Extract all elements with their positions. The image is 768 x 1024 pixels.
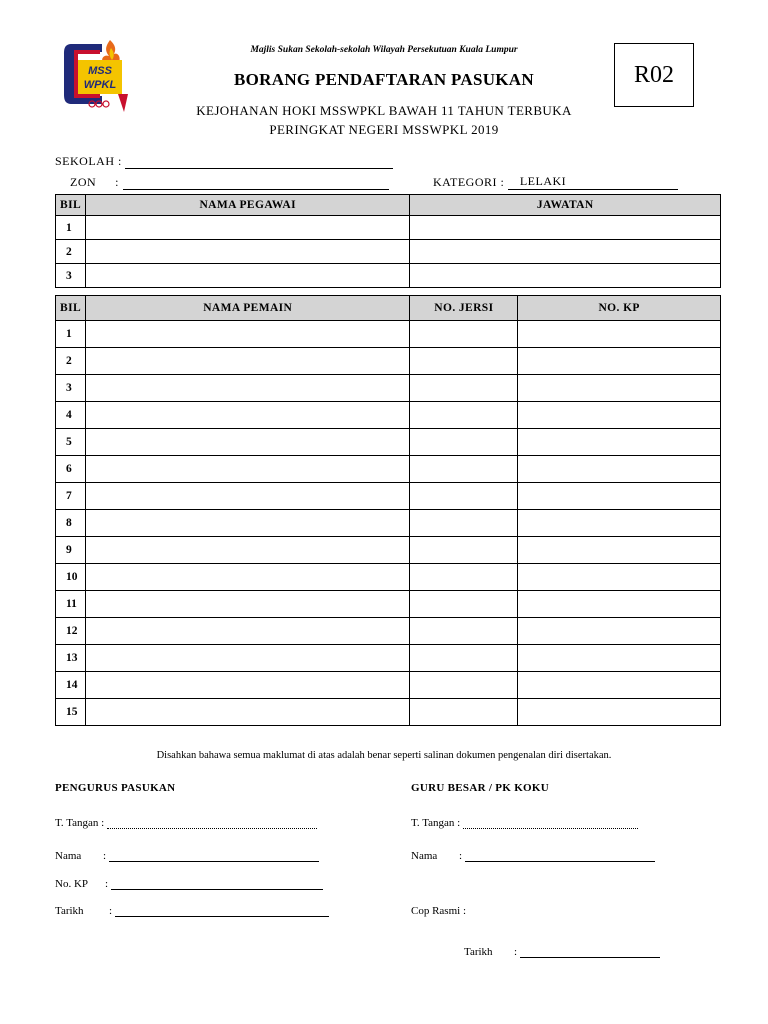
table-row [56,375,721,402]
manager-signature-label: T. Tangan : [55,817,105,829]
player-row-number: 5 [56,429,86,456]
event-level: PERINGKAT NEGERI MSSWPKL 2019 [269,122,499,137]
player-jersey-cell[interactable] [410,321,518,348]
headmaster-name-colon: : [459,850,463,862]
player-kp-cell[interactable] [518,564,721,591]
table-row [56,591,721,618]
player-jersey-cell[interactable] [410,645,518,672]
player-kp-cell[interactable] [518,537,721,564]
players-header-bil: BIL [56,296,86,321]
player-jersey-cell[interactable] [410,591,518,618]
player-kp-cell[interactable] [518,483,721,510]
official-row-number: 2 [56,240,86,264]
player-kp-cell[interactable] [518,699,721,726]
manager-signature-row [55,817,317,829]
headmaster-signature-row [411,817,638,829]
table-row [56,264,721,288]
table-row [56,483,721,510]
official-name-cell[interactable] [85,216,409,240]
form-title: BORANG PENDAFTARAN PASUKAN [234,70,534,89]
officials-header-bil: BIL [56,195,86,216]
organization-name: Majlis Sukan Sekolah-sekolah Wilayah Persekutuan Kuala Lumpur [250,45,518,55]
officials-header-nama-pegawai: NAMA PEGAWAI [85,195,409,216]
player-name-cell[interactable] [85,456,409,483]
manager-kp-label: No. KP [55,878,89,890]
headmaster-date-row [464,946,660,958]
table-row [56,699,721,726]
player-name-cell[interactable] [85,375,409,402]
player-kp-cell[interactable] [518,375,721,402]
sekolah-label: SEKOLAH : [55,154,122,168]
player-name-cell[interactable] [85,591,409,618]
player-jersey-cell[interactable] [410,429,518,456]
headmaster-date-line[interactable] [520,947,660,958]
manager-name-label: Nama [55,850,82,862]
player-name-cell[interactable] [85,564,409,591]
headmaster-signature-label: T. Tangan : [411,817,461,829]
table-row [56,618,721,645]
player-jersey-cell[interactable] [410,348,518,375]
player-kp-cell[interactable] [518,672,721,699]
player-kp-cell[interactable] [518,321,721,348]
player-name-cell[interactable] [85,699,409,726]
players-header-nama-pemain: NAMA PEMAIN [85,296,409,321]
player-row-number: 2 [56,348,86,375]
table-row [56,321,721,348]
table-row [56,429,721,456]
headmaster-title: GURU BESAR / PK KOKU [411,782,550,794]
official-row-number: 3 [56,264,86,288]
kategori-input-line[interactable] [508,176,678,190]
table-row [56,672,721,699]
officials-header-jawatan: JAWATAN [410,195,721,216]
player-row-number: 3 [56,375,86,402]
player-jersey-cell[interactable] [410,537,518,564]
event-title: KEJOHANAN HOKI MSSWPKL BAWAH 11 TAHUN TERBUKA [196,103,572,118]
table-row [56,510,721,537]
player-jersey-cell[interactable] [410,483,518,510]
manager-kp-row [55,878,323,890]
players-body [56,321,721,726]
player-row-number: 4 [56,402,86,429]
form-code: R02 [633,61,674,88]
player-row-number: 14 [56,672,86,699]
player-kp-cell[interactable] [518,618,721,645]
manager-kp-line[interactable] [111,879,323,890]
manager-date-label: Tarikh [55,905,84,917]
players-header-row [56,296,721,321]
player-jersey-cell[interactable] [410,375,518,402]
official-name-cell[interactable] [85,240,409,264]
player-jersey-cell[interactable] [410,618,518,645]
zon-label: ZON [70,175,97,189]
player-name-cell[interactable] [85,510,409,537]
table-row [56,537,721,564]
declaration-notice: Disahkan bahawa semua maklumat di atas adalah benar seperti salinan dokumen pengenalan diri disertakan. [156,750,612,761]
player-name-cell[interactable] [85,672,409,699]
official-row-number: 1 [56,216,86,240]
table-row [56,645,721,672]
table-row [56,216,721,240]
player-name-cell[interactable] [85,618,409,645]
player-row-number: 6 [56,456,86,483]
player-jersey-cell[interactable] [410,456,518,483]
player-jersey-cell[interactable] [410,672,518,699]
player-jersey-cell[interactable] [410,564,518,591]
player-name-cell[interactable] [85,483,409,510]
player-name-cell[interactable] [85,537,409,564]
player-name-cell[interactable] [85,348,409,375]
officials-table [55,194,721,288]
manager-date-colon: : [109,905,113,917]
manager-name-row [55,850,319,862]
zon-colon: : [115,175,120,189]
players-header-no-jersi: NO. JERSI [410,296,518,321]
kategori-value: LELAKI [519,174,567,188]
manager-signature-line[interactable] [107,818,317,829]
table-row [56,456,721,483]
official-name-cell[interactable] [85,264,409,288]
player-row-number: 13 [56,645,86,672]
zon-field [70,175,389,190]
player-row-number: 10 [56,564,86,591]
team-manager-title: PENGURUS PASUKAN [55,782,176,794]
player-kp-cell[interactable] [518,456,721,483]
player-name-cell[interactable] [85,429,409,456]
headmaster-date-label: Tarikh [464,946,493,958]
player-row-number: 1 [56,321,86,348]
headmaster-name-label: Nama [411,850,438,862]
player-jersey-cell[interactable] [410,402,518,429]
table-row [56,348,721,375]
player-row-number: 15 [56,699,86,726]
player-kp-cell[interactable] [518,645,721,672]
official-position-cell[interactable] [410,240,721,264]
player-row-number: 9 [56,537,86,564]
kategori-label: KATEGORI : [433,175,505,189]
headmaster-name-row [411,850,655,862]
player-name-cell[interactable] [85,402,409,429]
players-header-no-kp: NO. KP [518,296,721,321]
players-table [55,295,721,726]
sekolah-field [55,154,393,169]
player-row-number: 8 [56,510,86,537]
manager-date-row [55,905,329,917]
headmaster-signature-line[interactable] [463,818,638,829]
player-kp-cell[interactable] [518,348,721,375]
form-code-box [614,43,694,107]
official-position-cell[interactable] [410,264,721,288]
player-row-number: 11 [56,591,86,618]
table-row [56,564,721,591]
player-name-cell[interactable] [85,645,409,672]
player-jersey-cell[interactable] [410,510,518,537]
official-position-cell[interactable] [410,216,721,240]
player-row-number: 12 [56,618,86,645]
table-row [56,402,721,429]
manager-date-line[interactable] [115,906,329,917]
zon-input-line[interactable] [123,177,389,190]
player-name-cell[interactable] [85,321,409,348]
player-kp-cell[interactable] [518,510,721,537]
manager-kp-colon: : [105,878,109,890]
manager-name-line[interactable] [109,851,319,862]
officials-header-row [56,195,721,216]
official-stamp-label: Cop Rasmi : [411,905,467,917]
headmaster-name-line[interactable] [465,851,655,862]
manager-name-colon: : [103,850,107,862]
player-kp-cell[interactable] [518,591,721,618]
player-row-number: 7 [56,483,86,510]
table-row [56,240,721,264]
logo-text-bottom: WPKL [83,79,117,91]
headmaster-date-colon: : [514,946,518,958]
player-kp-cell[interactable] [518,402,721,429]
logo-text-top: MSS [88,65,112,77]
player-jersey-cell[interactable] [410,699,518,726]
official-stamp-row [411,905,466,917]
kategori-field [433,175,678,190]
sekolah-input-line[interactable] [125,156,393,169]
player-kp-cell[interactable] [518,429,721,456]
